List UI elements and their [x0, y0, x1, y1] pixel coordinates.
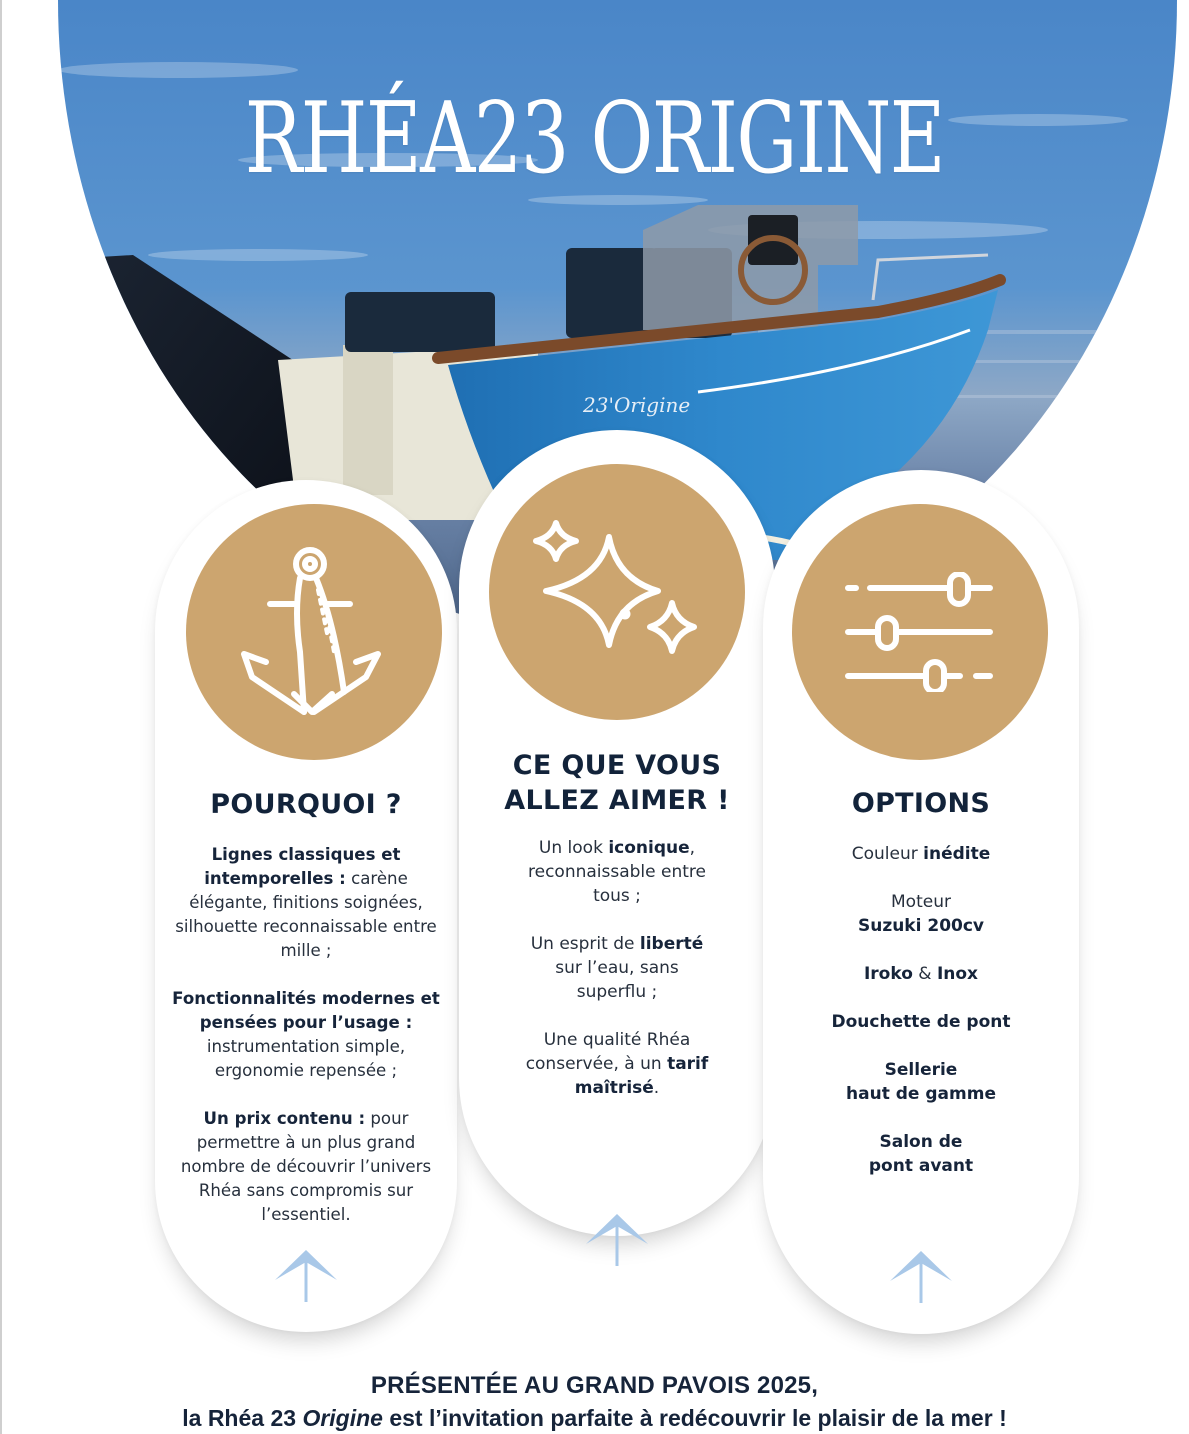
paragraph: Une qualité Rhéa conservée, à un tarif maîtrisé.: [525, 1030, 709, 1098]
card-ce-que-vous-allez-aimer: [459, 430, 775, 1236]
card-title: OPTIONS: [851, 788, 991, 819]
medal-sliders: [792, 504, 1048, 760]
kite-arrow-icon: [888, 1249, 954, 1303]
hull-lettering: 23'Origine: [583, 393, 691, 417]
option-item: Douchette de pont: [831, 1012, 1011, 1032]
option-item: Couleur inédite: [851, 844, 991, 864]
medal-sparkles: [489, 464, 745, 720]
footer-headline: PRÉSENTÉE AU GRAND PAVOIS 2025,: [370, 1372, 819, 1399]
footer-line: la Rhéa 23 Origine est l’invitation parfaite à redécouvrir le plaisir de la mer !: [182, 1405, 1007, 1431]
anchor-icon: [234, 542, 394, 722]
card-body: [459, 836, 775, 1124]
sparkles-icon: [532, 517, 702, 667]
medal-anchor: [186, 504, 442, 760]
option-item: Moteur Suzuki 200cv: [857, 892, 985, 936]
page-edge: [0, 0, 2, 1434]
card-options: [763, 470, 1079, 1334]
paragraph: Un esprit de liberté sur l’eau, sans superflu ;: [530, 934, 704, 1002]
paragraph: Un prix contenu : pour permettre à un plus grand nombre de découvrir l’univers Rhéa sans compromis sur l’essentiel.: [180, 1109, 432, 1224]
kite-arrow-icon: [584, 1212, 650, 1266]
footer-tagline: [0, 1370, 1189, 1434]
card-body: [155, 843, 457, 1251]
option-item: Salon de pont avant: [868, 1132, 974, 1176]
option-item: Sellerie haut de gamme: [846, 1060, 996, 1104]
paragraph: Un look iconique, reconnaissable entre tous ;: [528, 838, 706, 906]
option-item: Iroko & Inox: [863, 964, 979, 984]
kite-arrow-icon: [273, 1248, 339, 1302]
card-body: [763, 842, 1079, 1202]
card-title: CE QUE VOUS ALLEZ AIMER !: [504, 750, 730, 816]
card-pourquoi: [155, 480, 457, 1332]
sliders-icon: [840, 572, 1000, 692]
card-title: POURQUOI ?: [210, 789, 402, 820]
paragraph: Lignes classiques et intemporelles : carène élégante, finitions soignées, silhouette reconnaissable entre mille ;: [175, 845, 437, 960]
paragraph: Fonctionnalités modernes et pensées pour l’usage : instrumentation simple, ergonomie repensée ;: [172, 989, 440, 1080]
hero-title: RHÉA23 ORIGINE: [244, 82, 945, 196]
